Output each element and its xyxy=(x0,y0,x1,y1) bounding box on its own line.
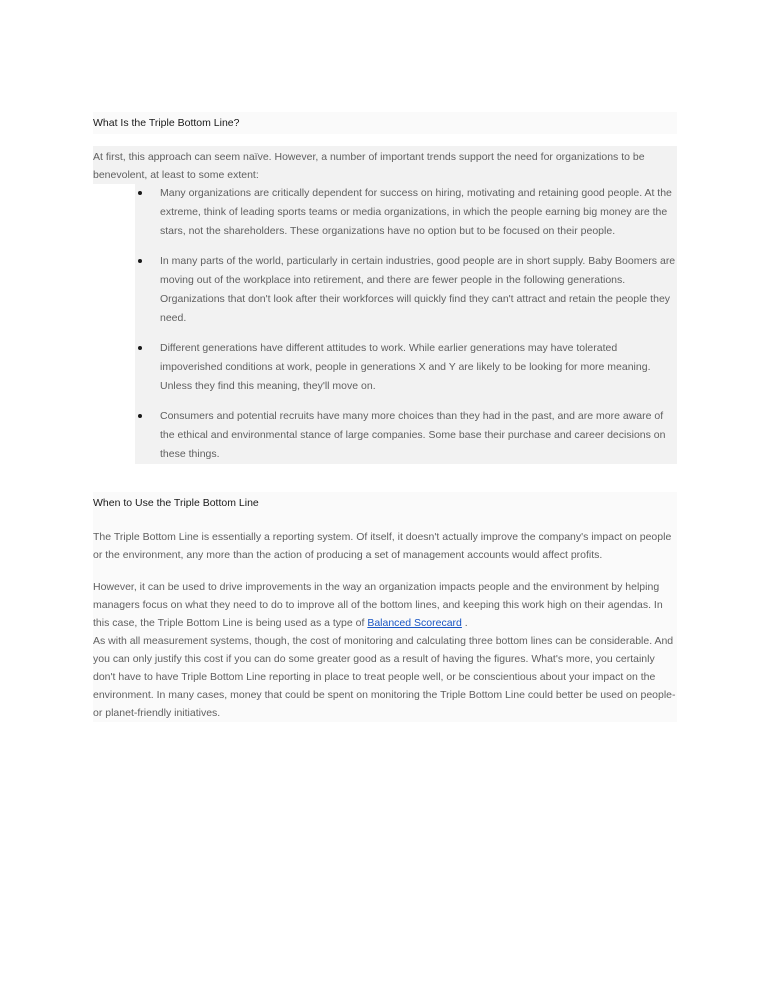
paragraph-drive-improvements xyxy=(93,578,677,632)
list-item xyxy=(135,184,677,241)
bullet-icon xyxy=(138,259,142,263)
section-heading-when-to-use: When to Use the Triple Bottom Line xyxy=(93,497,259,509)
paragraph-reporting-system: The Triple Bottom Line is essentially a reporting system. Of itself, it doesn't actually improve the company's impact on people or the environment, any more than the action of producing a set of management accounts would affect profits. xyxy=(93,531,672,561)
trends-list xyxy=(135,184,677,464)
list-item-text: Different generations have different attitudes to work. While earlier generations may have tolerated impoverished conditions at work, people in generations X and Y are likely to be looking for more meaning. Unless they find this meaning, they'll move on. xyxy=(160,342,651,392)
document-page xyxy=(93,112,677,722)
paragraph-text: However, it can be used to drive improvements in the way an organization impacts people and the environment by helping managers focus on what they need to do to improve all of the bottom lines, and keeping this work high on their agendas. In this case, the Triple Bottom Line is being used as a type of xyxy=(93,581,663,629)
section-heading-what-is: What Is the Triple Bottom Line? xyxy=(93,112,677,134)
paragraph-text-end: . xyxy=(461,617,468,629)
bullet-icon xyxy=(138,346,142,350)
list-item xyxy=(135,407,677,464)
bullet-icon xyxy=(138,414,142,418)
list-item xyxy=(135,252,677,328)
when-to-use-section xyxy=(93,492,677,722)
intro-block xyxy=(93,146,677,184)
balanced-scorecard-link[interactable]: Balanced Scorecard xyxy=(367,617,462,629)
list-item-text: In many parts of the world, particularly in certain industries, good people are in short supply. Baby Boomers are moving out of the workplace into retirement, and there are fewer people in the following generations. Organizations that don't look after their workforces will quickly find they can't attract and retain the people they need. xyxy=(160,255,676,324)
list-item-text: Consumers and potential recruits have many more choices than they had in the past, and are more aware of the ethical and environmental stance of large companies. Some base their purchase and career decisions on these things. xyxy=(160,410,666,460)
bullet-icon xyxy=(138,191,142,195)
list-item xyxy=(135,339,677,396)
intro-paragraph: At first, this approach can seem naïve. However, a number of important trends support the need for organizations to be benevolent, at least to some extent: xyxy=(93,151,645,181)
list-item-text: Many organizations are critically dependent for success on hiring, motivating and retaining good people. At the extreme, think of leading sports teams or media organizations, in which the people earning big money are the stars, not the shareholders. These organizations have no option but to be focused on their people. xyxy=(160,187,672,237)
paragraph-measurement-cost: As with all measurement systems, though, the cost of monitoring and calculating three bottom lines can be considerable. And you can only justify this cost if you can do some greater good as a result of having the figures. What's more, you certainly don't have to have Triple Bottom Line reporting in place to treat people well, or be conscientious about your impact on the environment. In many cases, money that could be spent on monitoring the Triple Bottom Line could better be used on people- or planet-friendly initiatives. xyxy=(93,635,676,719)
